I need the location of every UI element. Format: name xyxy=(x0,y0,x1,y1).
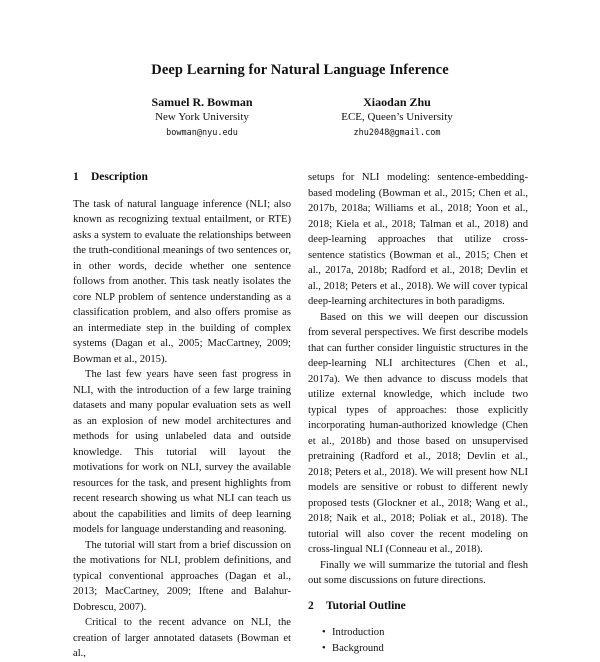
paper-title: Deep Learning for Natural Language Inference xyxy=(151,62,449,78)
paragraph: The last few years have seen fast progress in NLI, with the introduction of a few large training datasets and many popular evaluation sets as well as an explosion of new model architectures and methods for using unlabeled data and outside knowledge. This tutorial will layout the motivations for work on NLI, survey the available resources for the task, and present highlights from recent research showing us what NLI can teach us about the capabilities and limits of deep learning models for language understanding and reasoning. xyxy=(73,369,291,535)
section-number: 2 xyxy=(308,599,314,612)
paragraph: Based on this we will deepen our discussion from several perspectives. We first describe models that can further consider linguistic structures in the deep-learning NLI architectures (Chen et al., 2017a). We then advance to discuss models that utilize external knowledge, which include two typical types of approaches: those explicitly incorporating human-authorized knowledge (Chen et al., 2018b) and those based on unsupervised pretraining (Radford et al., 2018; Devlin et al., 2018; Peters et al., 2018). We will present how NLI models are sensitive or robust to different newly proposed tests (Glockner et al., 2018; Wang et al., 2018; Naik et al., 2018; Poliak et al., 2018). The tutorial will also cover the recent modeling on cross-lingual NLI (Conneau et al., 2018). xyxy=(308,311,528,555)
author-block xyxy=(92,95,312,141)
section-heading xyxy=(308,599,528,615)
paragraph: Finally we will summarize the tutorial and flesh out some discussions on future directions. xyxy=(308,559,528,586)
paragraph: Critical to the recent advance on NLI, the creation of larger annotated datasets (Bowman et al., xyxy=(73,617,291,659)
right-column xyxy=(308,170,528,656)
section-heading xyxy=(73,170,291,186)
section-title: Tutorial Outline xyxy=(326,599,406,612)
list-item: • Background xyxy=(322,641,528,657)
author-email: zhu2048@gmail.com xyxy=(353,128,441,138)
paragraph: The tutorial will start from a brief discussion on the motivations for NLI, problem definitions, and typical conventional approaches (Dagan et al., 2013; MacCartney, 2009; Iftene and Balahur-Dobrescu, 2007). xyxy=(73,539,291,613)
section-number: 1 xyxy=(73,171,79,183)
author-name: Xiaodan Zhu xyxy=(363,95,431,109)
author-email: bowman@nyu.edu xyxy=(166,128,238,138)
author-affiliation: ECE, Queen’s University xyxy=(341,111,453,123)
author-name: Samuel R. Bowman xyxy=(151,95,253,109)
paragraph: setups for NLI modeling: sentence-embedding-based modeling (Bowman et al., 2015; Chen et al., 2017b, 2018a; Williams et al., 2018; Yoon et al., 2018; Kiela et al., 2018; Talman et al., 2018) and deep-learning approaches that utilize cross-sentence statistics (Bowman et al., 2015; Chen et al., 2017a, 2018b; Radford et al., 2018; Devlin et al., 2018; Peters et al., 2018). We will cover typical deep-learning architectures in both paradigms. xyxy=(308,172,528,307)
author-affiliation: New York University xyxy=(155,111,249,123)
left-column xyxy=(73,170,291,662)
section-title: Description xyxy=(91,171,148,183)
list-item: • Introduction xyxy=(322,625,528,641)
paragraph: The task of natural language inference (NLI; also known as recognizing textual entailment, or RTE) asks a system to evaluate the relationships between the truth-conditional meanings of two sentences or, in other words, decide whether one sentence follows from another. This task neatly isolates the core NLP problem of sentence understanding as a classification problem, and also offers promise as an intermediate step in the building of complex systems (Dagan et al., 2005; MacCartney, 2009; Bowman et al., 2015). xyxy=(73,198,291,365)
author-block xyxy=(287,95,507,141)
outline-list xyxy=(308,625,528,656)
